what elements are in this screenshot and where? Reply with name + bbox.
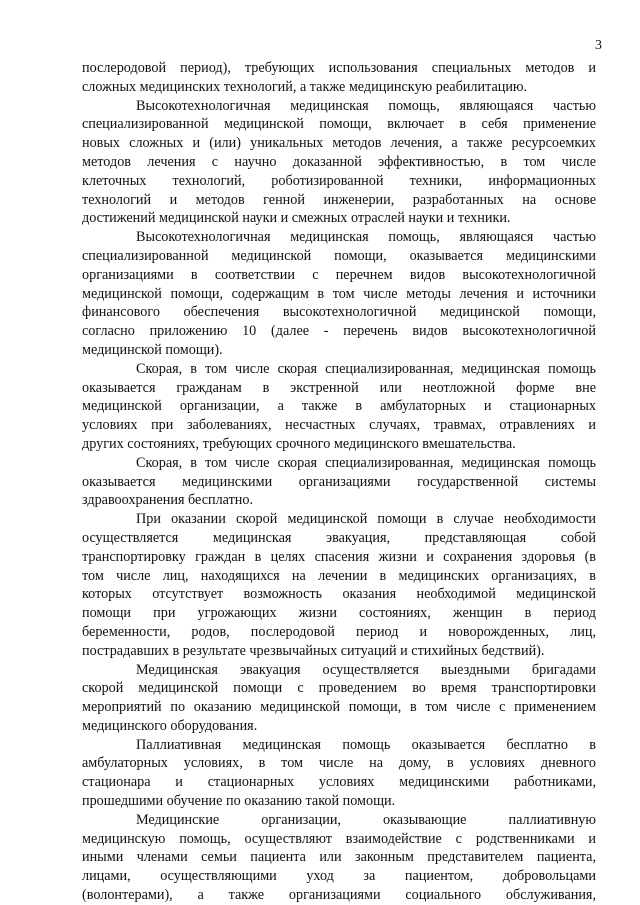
- document-body: [82, 59, 596, 905]
- text-line: лицами, осуществляющими уход за пациентом, добровольцами: [82, 868, 596, 885]
- text-line: беременности, родов, послеродовой период и новорожденных, лиц,: [82, 623, 596, 640]
- text-line: Высокотехнологичная медицинская помощь, являющаяся частью: [136, 229, 596, 246]
- text-line: достижений медицинской науки и смежных отраслей науки и техники.: [82, 210, 511, 227]
- text-line: мероприятий по оказанию медицинской помощи, в том числе с применением: [82, 699, 596, 716]
- text-line: послеродовой период), требующих использования специальных методов и: [82, 60, 596, 76]
- paragraph: [82, 811, 596, 905]
- text-line: других состояниях, требующих срочного медицинского вмешательства.: [82, 435, 516, 452]
- text-line: Паллиативная медицинская помощь оказывается бесплатно в: [136, 736, 596, 753]
- text-line: осуществляется медицинская эвакуация, представляющая собой: [82, 529, 596, 546]
- text-line: которых отсутствует возможность оказания необходимой медицинской: [82, 586, 596, 603]
- text-line: согласно приложению 10 (далее - перечень видов высокотехнологичной: [82, 323, 596, 340]
- text-line: транспортировку граждан в целях спасения жизни и сохранения здоровья (в: [82, 548, 596, 565]
- text-line: организациями в соответствии с перечнем видов высокотехнологичной: [82, 266, 596, 283]
- text-line: Медицинские организации, оказывающие паллиативную: [136, 811, 596, 828]
- text-line: клеточных технологий, роботизированной техники, информационных: [82, 172, 596, 189]
- text-line: Медицинская эвакуация осуществляется выездными бригадами: [136, 661, 596, 678]
- paragraph: [82, 360, 596, 454]
- text-line: иными членами семьи пациента или законным представителем пациента,: [82, 849, 596, 866]
- text-line: сложных медицинских технологий, а также медицинскую реабилитацию.: [82, 78, 528, 95]
- text-line: технологий и методов генной инженерии, разработанных на основе: [82, 191, 596, 208]
- text-line: стационара и стационарных условиях медицинскими работниками,: [82, 774, 596, 791]
- text-line: прошедшими обучение по оказанию такой помощи.: [82, 793, 396, 810]
- text-line: медицинской помощи, содержащим в том числе методы лечения и источники: [82, 285, 596, 302]
- paragraph: [82, 510, 596, 660]
- text-line: специализированной медицинской помощи, оказывается медицинскими: [82, 247, 596, 264]
- text-line: условиях при заболеваниях, несчастных случаях, травмах, отравлениях и: [82, 417, 596, 434]
- text-line: том числе лиц, находящихся на лечении в медицинских организациях, в: [82, 567, 596, 584]
- paragraph: [82, 661, 596, 736]
- text-line: скорой медицинской помощи с проведением во время транспортировки: [82, 680, 596, 697]
- text-line: Скорая, в том числе скорая специализированная, медицинская помощь: [136, 360, 596, 377]
- text-line: методов лечения с научно доказанной эффективностью, в том числе: [82, 153, 596, 170]
- text-line: специализированной медицинской помощи, включает в себя применение: [82, 116, 596, 133]
- page-number: 3: [595, 38, 602, 53]
- paragraph: [82, 97, 596, 229]
- text-line: (волонтерами), а также организациями социального обслуживания,: [82, 887, 596, 904]
- text-line: медицинскую помощь, осуществляют взаимодействие с родственниками и: [82, 830, 596, 847]
- text-line: помощи при угрожающих жизни состояниях, женщин в период: [82, 605, 596, 622]
- text-line: Скорая, в том числе скорая специализированная, медицинская помощь: [136, 454, 596, 471]
- text-line: оказывается гражданам в экстренной или неотложной форме вне: [82, 379, 596, 396]
- paragraph: [82, 228, 596, 360]
- text-line: здравоохранения бесплатно.: [82, 492, 254, 509]
- paragraph: [82, 59, 596, 97]
- text-line: новых сложных и (или) уникальных методов лечения, а также ресурсоемких: [82, 135, 596, 152]
- text-line: финансового обеспечения высокотехнологичной медицинской помощи,: [82, 304, 596, 321]
- text-line: медицинской помощи).: [82, 341, 223, 358]
- paragraph: [82, 454, 596, 510]
- paragraph: [82, 736, 596, 811]
- text-line: Высокотехнологичная медицинская помощь, являющаяся частью: [136, 97, 596, 114]
- text-line: оказывается медицинскими организациями государственной системы: [82, 473, 596, 490]
- text-line: пострадавших в результате чрезвычайных ситуаций и стихийных бедствий).: [82, 642, 545, 659]
- text-line: медицинской организации, а также в амбулаторных и стационарных: [82, 398, 596, 415]
- text-line: амбулаторных условиях, в том числе на дому, в условиях дневного: [82, 755, 596, 772]
- text-line: При оказании скорой медицинской помощи в случае необходимости: [136, 511, 596, 528]
- text-line: медицинского оборудования.: [82, 717, 258, 734]
